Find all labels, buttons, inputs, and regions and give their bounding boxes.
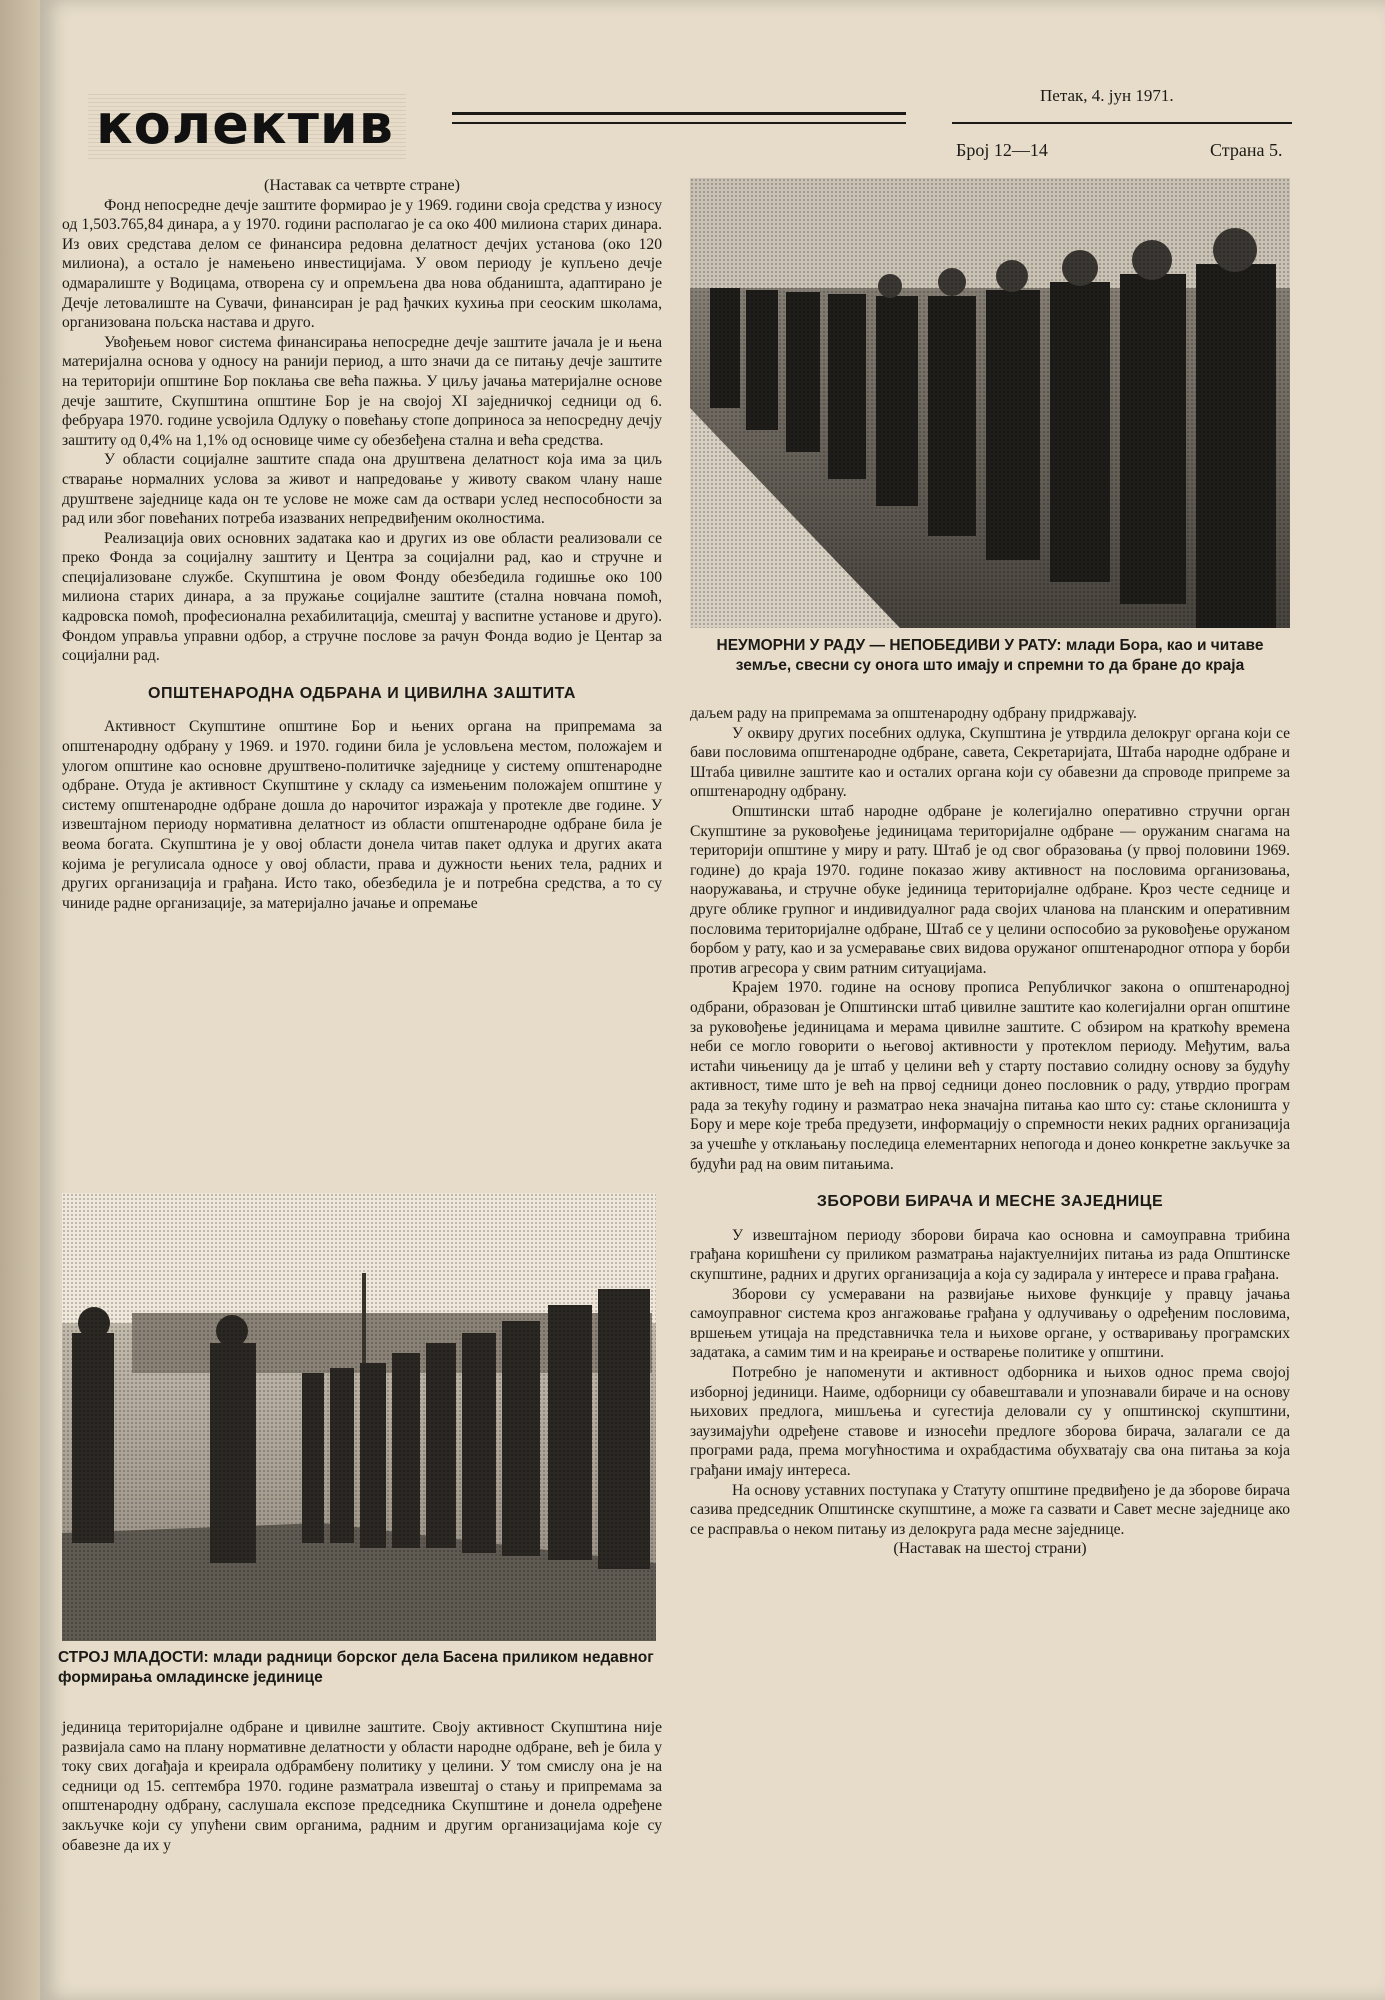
paragraph: Увођењем новог система финансирања непосредне дечје заштите јачала је и њена материјална основа у односу на ранији период, а што значи да се питању дечје заштите на територији општине Бор поклања све већа пажња. У циљу јачања материјалне основе дечје заштите, Скупштина општине Бор је на својој XI заједничкој седници од 6. фебруара 1970. године усвојила Одлуку о повећању стопе доприноса за непосредну дечју заштиту од 0,4% на 1,1% од основице чиме су обезбеђена стална и већа средства. <box>62 333 662 449</box>
issue-date: Петак, 4. јун 1971. <box>1040 86 1174 105</box>
paragraph: даљем раду на припремама за општенародну одбрану придржавају. <box>690 705 1137 722</box>
section-heading: ЗБОРОВИ БИРАЧА И МЕСНЕ ЗАЈЕДНИЦЕ <box>816 1193 1164 1211</box>
photo-youth-lineup-image <box>62 1193 656 1641</box>
continuation-note: (Наставак са четврте стране) <box>264 177 460 194</box>
continuation-note: (Наставак на шестој страни) <box>893 1540 1087 1558</box>
paragraph: Општински штаб народне одбране је колегијално оперативно стручни орган Скупштине за руковођење јединицама територијалне одбране — оружаним снагама на територији општине у миру и рату. Штаб је од свог образовања (у првој половини 1969. године) до краја 1970. године показао живу активност на пословима организовања, наоружавања, и стручне обуке јединица територијалне одбране. Кроз честе седнице и друге облике групног и индивидуалног рада својих чланова на планским и оперативним пословима територијалне одбране, Штаб се у целини оспособио за руковођење оружаном борбом у рату, као и за усмеравање свих видова оружаног општенародног отпора у борби против агресора у свим ратним ситуацијама. <box>690 802 1290 977</box>
photo-youth-lineup <box>62 1193 656 1641</box>
photo-marching-youth <box>690 178 1290 628</box>
photo-marching-youth-image <box>690 178 1290 628</box>
masthead-rule-bottom <box>452 122 906 124</box>
paragraph: Потребно је напоменути и активност одборника и њихов однос према својој изборној јединици. Наиме, одборници су обавештавали и упознавали бираче и на основу њихових предлога, мишљења и сугестија деловали су у општинској скупштини, заузимајући одређене ставове и износећи предлоге зборова бирача, залагали се да програми рада, према могућностима и охрабдастима обухватају сва она питања за која грађани имају интереса. <box>690 1364 1290 1479</box>
left-column-bottom <box>62 1718 662 1855</box>
paragraph: У области социјалне заштите спада она друштвена делатност која има за циљ стварање нормалних услова за живот и напредовање у животу сваком члану наше друштвене заједнице када он те услове не може сам да оствари услед неспособности за рад или због повећаних потреба изазваних непредвиђеним околностима. <box>62 451 662 528</box>
issue-number: Број 12—14 <box>956 140 1048 160</box>
paragraph: На основу уставних поступака у Статуту општине предвиђено је да зборове бирача сазива председник Општинске скупштине, а може га сазвати и Савет месне заједнице ако се расправља о неком питању из делокруга рада месне заједнице. <box>690 1481 1290 1538</box>
left-column-top <box>62 176 662 913</box>
paragraph: јединица територијалне одбране и цивилне заштите. Своју активност Скупштина није развијала само на плану нормативне делатности у области народне одбране, већ је била у току свих догађаја и креирала одбрамбену политику у целини. У том смислу она је на седници од 15. септембра 1970. године разматрала извештај о стању и припремама за општенародну одбрану, саслушала експозе председника Скупштине и донела одређене закључке који су упућени свим органима, радним и другим организацијама које су обавезне да их у <box>62 1719 662 1854</box>
photo-caption-right: НЕУМОРНИ У РАДУ — НЕПОБЕДИВИ У РАТУ: млади Бора, као и читаве земље, свесни су онога што имају и спремни то да бране до краја <box>716 637 1264 674</box>
page-number: Страна 5. <box>1210 140 1283 160</box>
paragraph: У оквиру других посебних одлука, Скупштина је утврдила делокруг органа који се бави пословима општенародне одбране, савета, Секретаријата, Штаба народне одбране и Штаба цивилне заштите као и осталих органа који су обавезни да спроводе припреме за општенародну одбрану. <box>690 724 1290 801</box>
paragraph: У извештајном периоду зборови бирача као основна и самоуправна трибина грађана коришћени су приликом разматрања најактуелнијих питања из рада Општинске скупштине, радних и других организација а која су задирала у интересе и права грађана. <box>690 1226 1290 1284</box>
paragraph: Реализација ових основних задатака као и других из ове области реализовали се преко Фонда за социјалну заштиту и Центра за социјални рад, као и стручне и специјализоване службе. Скупштина је овом Фонду обезбедила годишње око 100 милиона старих динара, а за пружање социјалне заштите (стална новчана помоћ, кадровска помоћ, професионална рехабилитација, смештај у васпитне установе и друго). Фондом управља управни одбор, а стручне послове за рачун Фонда водио је Центар за социјални рад. <box>62 529 662 665</box>
paragraph: Активност Скупштине општине Бор и њених органа на припремама за општенародну одбрану у 1969. и 1970. години била је условљена местом, положајем и улогом општине као основне друштвено-политичке заједнице у систему општенародне одбране. Отуда је активност Скупштине у складу са измењеним положајем општине у систему општенародне одбране дошла до нарочитог изражаја у протекле две године. У извештајном периоду нормативна делатност из области општенародне одбране била је веома богата. Скупштина је у овој области донела читав пакет одлука и других аката којима је регулисала односе у овој области, права и дужности њених тела, радних и других организација и грађана. Исто тако, обезбедила је и потребна средства, а то су чиниде радне организације, за материјално јачање и опремање <box>62 718 662 912</box>
paragraph: Зборови су усмеравани на развијање њихове функције у правцу јачања самоуправног система кроз ангажовање грађана у одлучивању о одређеним пословима, вршењем утицаја на представничка тела и њихове органе, у остваривању програмских задатака, а самим тим и на креирање и остварење политике у општини. <box>690 1285 1290 1362</box>
left-page-edge <box>0 0 40 2000</box>
photo-caption-left: СТРОЈ МЛАДОСТИ: млади радници борског дела Басена приликом недавног формирања омладинске јединице <box>58 1649 654 1686</box>
masthead-rule-top <box>452 112 906 115</box>
masthead-logo: колектив <box>88 92 406 162</box>
paragraph: Фонд непосредне дечје заштите формирао је у 1969. години своја средства у износу од 1,503.765,84 динара, а у 1970. години располагао је са око 400 милиона старих динара. Из ових средстава делом се финансира редовна делатност дечјих установа (око 120 милиона), а остало је намењено инвестицијама. У овом периоду је купљено дечје одмаралиште у Водицама, отворена су и опремљена два нова обданишта, адаптирано је Дечје летовалиште на Сувачи, финансиран је рад ђачких кухиња при сеоским школама, организована пољска настава и друго. <box>62 196 662 332</box>
right-column <box>690 704 1290 1559</box>
paragraph: Крајем 1970. године на основу прописа Републичког закона о општенародној одбрани, образован је Општински штаб цивилне заштите као колегијални орган општине за руковођење јединицама и мерама цивилне заштите. С обзиром на краткоћу времена неби се могло говорити о његовој активности у протеклом периоду. Међутим, ваља истаћи чињеницу да је штаб у целини већ у старту поставио солидну основу за будућу активност, тиме што је већ на првој седници донео пословник о раду, утврдио програм рада за текућу годину и разматрао нека значајна питања као што су: стање склоништа у Бору и мере које треба предузети, информацију о спремности неких радних организација за учешће у отклањању последица елементарних непогода и донео конкретне закључке за будући рад на овим питањима. <box>690 979 1290 1173</box>
section-heading: ОПШТЕНАРОДНА ОДБРАНА И ЦИВИЛНА ЗАШТИТА <box>148 684 576 702</box>
date-rule <box>952 122 1292 124</box>
